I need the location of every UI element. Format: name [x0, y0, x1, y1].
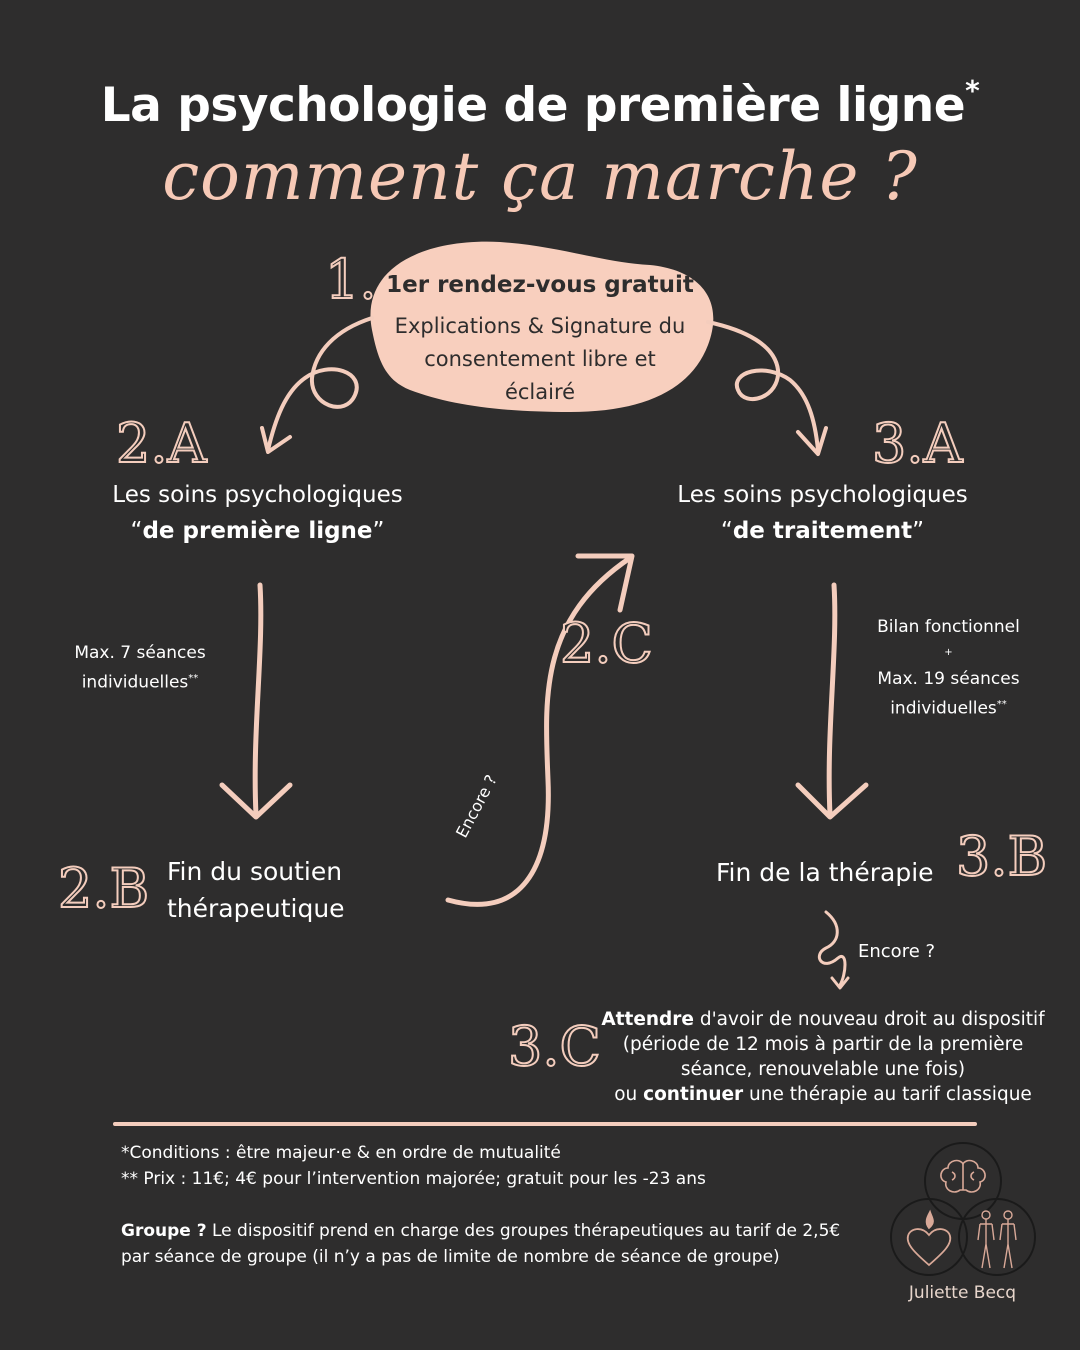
- page-subtitle: comment ça marche ?: [162, 138, 918, 215]
- first-appointment-description: Explications & Signature du consentement libre et éclairé: [394, 314, 686, 404]
- arrow-to-3a: [708, 322, 818, 450]
- after-therapy-text: Attendre d'avoir de nouveau droit au dispositif (période de 12 mois à partir de la première séance, renouvelable une fois) ou continuer une thérapie au tarif classique: [601, 1009, 1045, 1105]
- first-line-end: Fin du soutien thérapeutique: [167, 857, 345, 923]
- step-3c-label: 3.C: [508, 1015, 601, 1078]
- arrow-to-2a: [268, 318, 372, 450]
- arrow-3b-to-3c: [819, 912, 845, 985]
- divider: [113, 1122, 977, 1126]
- step-3a-label: 3.A: [872, 412, 963, 475]
- step-2c-label: 2.C: [560, 612, 653, 675]
- treatment-care-title: Les soins psychologiques “de traitement”: [677, 482, 968, 544]
- arrow-3a-to-3b: [829, 585, 835, 815]
- brain-icon: [941, 1161, 985, 1192]
- first-appointment-heading: 1er rendez-vous gratuit: [386, 272, 694, 298]
- first-line-sessions: Max. 7 séances individuelles**: [74, 643, 206, 693]
- treatment-end: Fin de la thérapie: [716, 858, 934, 887]
- first-line-care-title: Les soins psychologiques “de première ligne”: [112, 482, 403, 544]
- brand-logo: [886, 1140, 1042, 1282]
- footer-notes: *Conditions : être majeur·e & en ordre de mutualité ** Prix : 11€; 4€ pour l’intervention majorée; gratuit pour les -23 ans Groupe ? Le dispositif prend en charge des groupes thérapeutiques au tarif de 2,5€ par séance de groupe (il n’y a pas de limite de nombre de séance de groupe): [121, 1143, 841, 1267]
- arrow-2b-to-3a: [448, 558, 630, 904]
- again-left-label: Encore ?: [452, 771, 501, 841]
- people-icon: [978, 1211, 1016, 1268]
- heart-flame-icon: [908, 1212, 951, 1265]
- treatment-sessions: Bilan fonctionnel + Max. 19 séances individuelles**: [877, 617, 1020, 719]
- again-right-label: Encore ?: [858, 941, 936, 962]
- step-1-label: 1.: [325, 248, 377, 311]
- brand-name: Juliette Becq: [908, 1283, 1017, 1303]
- step-3b-label: 3.B: [956, 825, 1048, 888]
- step-2a-label: 2.A: [116, 412, 207, 475]
- step-2b-label: 2.B: [58, 857, 150, 920]
- page-title: La psychologie de première ligne*: [100, 74, 980, 133]
- arrow-2a-to-2b: [255, 585, 261, 815]
